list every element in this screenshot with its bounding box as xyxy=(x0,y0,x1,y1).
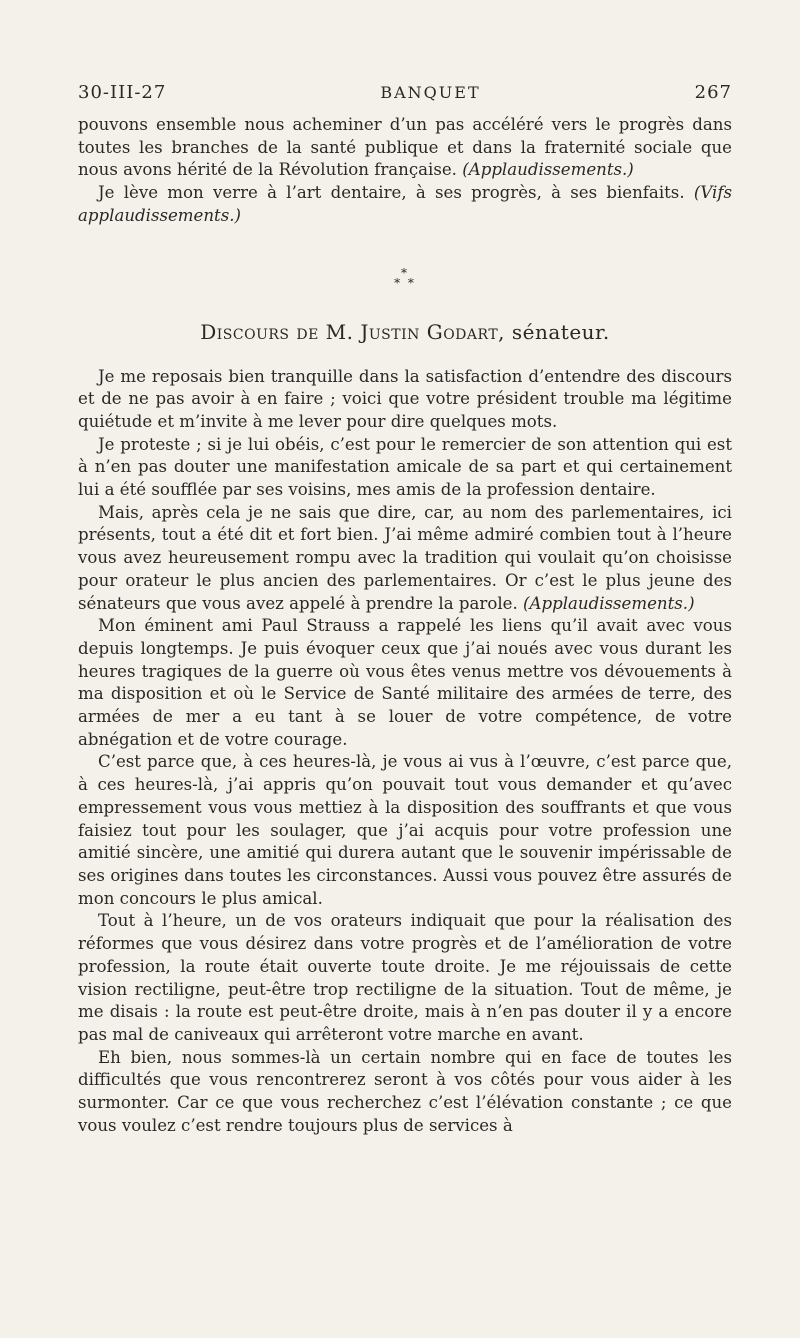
speech-paragraph-4: Mon éminent ami Paul Strauss a rappelé les liens qu’il avait avec vous depuis longtemps. Je puis évoquer ceux que j’ai noués avec vous durant les heures tragiques de la guerre où vous êtes venus mettre vos dévouements à ma disposition et où le Service de Santé militaire des armées de terre, des armées de mer a eu tant à se louer de votre compétence, de votre abnégation et de votre courage. xyxy=(78,616,732,749)
speech-paragraph-2: Je proteste ; si je lui obéis, c’est pour le remercier de son attention qui est à n’en pas douter une manifestation amicale de sa part et qui certainement lui a été soufflée par ses voisins, mes amis de la profession dentaire. xyxy=(78,434,732,500)
section-dinkus xyxy=(78,265,732,290)
speech-paragraph-6: Tout à l’heure, un de vos orateurs indiquait que pour la réalisation des réformes que vous désirez dans votre progrès et de l’amélioration de votre profession, la route était ouverte toute droite. Je me réjouissais de cette vision rectiligne, peut-être trop rectiligne de la situation. Tout de même, je me disais : la route est peut-être droite, mais à n’en pas douter il y a encore pas mal de caniveaux qui arrêteront votre marche en avant. xyxy=(78,911,732,1044)
speech-title xyxy=(78,320,732,344)
page xyxy=(78,82,732,1137)
page-number: 267 xyxy=(694,82,732,103)
dinkus-bottom: * * xyxy=(394,275,416,290)
speech-title-name: Discours de M. Justin Godart, xyxy=(200,319,506,344)
header-date: 30-III-27 xyxy=(78,82,167,103)
intro-paragraph-2-text: Je lève mon verre à l’art dentaire, à ses progrès, à ses bienfaits. xyxy=(98,183,685,203)
intro-paragraph-1 xyxy=(78,114,732,182)
intro-paragraph-1-text: pouvons ensemble nous acheminer d’un pas accéléré vers le progrès dans toutes les branches de la santé publique et dans la fraternité sociale que nous avons hérité de la Révolution française. xyxy=(78,115,732,180)
intro-paragraph-2 xyxy=(78,182,732,227)
speech-paragraph-1: Je me reposais bien tranquille dans la satisfaction d’entendre des discours et de ne pas avoir à en faire ; voici que votre président trouble ma légitime quiétude et m’invite à me lever pour dire quelques mots. xyxy=(78,366,732,431)
dinkus-top: * xyxy=(401,265,409,280)
page-header xyxy=(78,82,732,114)
running-title: BANQUET xyxy=(380,83,481,102)
speech-paragraph-3-text: Mais, après cela je ne sais que dire, car, au nom des parlementaires, ici présents, tout a été dit et fort bien. J’ai même admiré combien tout à l’heure vous avez heureusement rompu avec la tradition qui voulait qu’on choisisse pour orateur le plus ancien des parlementaires. Or c’est le plus jeune des sénateurs que vous avez appelé à prendre la parole. xyxy=(78,502,732,613)
speech-paragraph-3 xyxy=(78,502,732,616)
speech-paragraph-7: Eh bien, nous sommes-là un certain nombre qui en face de toutes les difficultés que vous rencontrerez seront à vos côtés pour vous aider à les surmonter. Car ce que vous recherchez c’est l’élévation constante ; ce que vous voulez c’est rendre toujours plus de services à xyxy=(78,1047,732,1135)
applause-note: (Vifs applaudissements.) xyxy=(78,183,733,225)
speech-paragraph-5: C’est parce que, à ces heures-là, je vous ai vus à l’œuvre, c’est parce que, à ces heures-là, j’ai appris qu’on pouvait tout vous demander et qu’avec empressement vous vous mettiez à la disposition des souffrants et que vous faisiez tout pour les soulager, que j’ai acquis pour votre profession une amitié sincère, une amitié qui durera autant que le souvenir impérissable de ses origines dans toutes les circonstances. Aussi vous pouvez être assurés de mon concours le plus amical. xyxy=(78,752,732,908)
speech-title-role: sénateur. xyxy=(511,319,610,344)
applause-note: (Applaudissements.) xyxy=(462,160,634,180)
applause-note: (Applaudissements.) xyxy=(523,593,695,613)
